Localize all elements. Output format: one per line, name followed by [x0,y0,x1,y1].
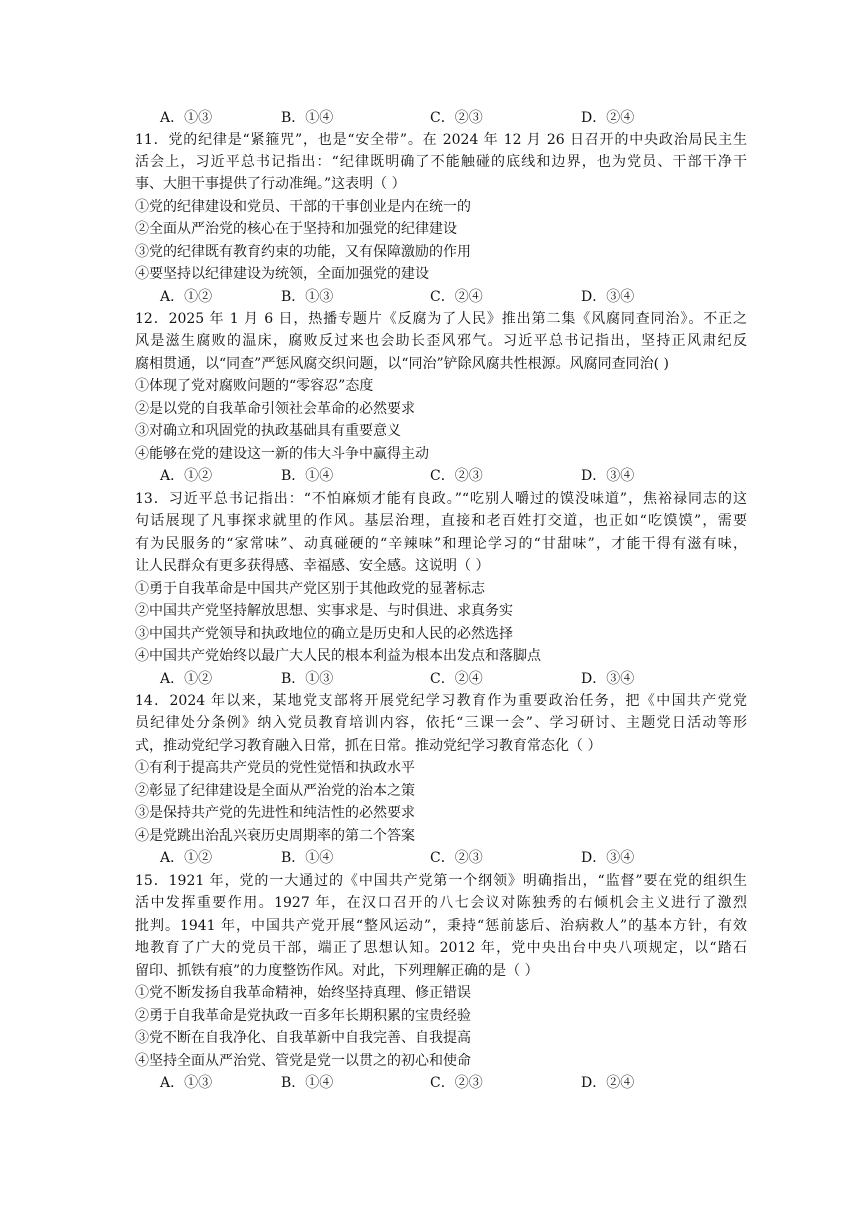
option-b: B．①③ [281,289,334,305]
text-line: 句话展现了凡事探求就里的作风。基层治理，直接和老百姓打交道，也正如“吃馍馍”，需要 [135,513,747,529]
text-line: ③中国共产党领导和执政地位的确立是历史和人民的必然选择 [135,626,513,642]
text-line: 批判。1941 年，中国共产党开展“整风运动”，秉持“惩前毖后、治病救人”的基本方针，有效 [135,918,747,934]
text-line: 活中发挥重要作用。1927 年，在汉口召开的八七会议对陈独秀的右倾机会主义进行了激烈 [135,895,747,911]
option-a: A．①② [160,289,213,305]
text-line: ②彰显了纪律建设是全面从严治党的治本之策 [135,783,415,799]
option-d: D．③④ [581,850,635,866]
option-d: D．②④ [581,1075,635,1091]
text-line: 员纪律处分条例》纳入党员教育培训内容，依托“三课一会”、学习研讨、主题党日活动等形 [135,715,747,731]
option-b: B．①④ [281,468,334,484]
answer-options [160,107,720,129]
option-c: C．②③ [430,1075,483,1091]
option-a: A．①② [160,468,213,484]
text-line: ③是保持共产党的先进性和纯洁性的必然要求 [135,805,415,821]
option-c: C．②④ [430,671,483,687]
option-c: C．②④ [430,289,483,305]
text-line: 事、大胆干事提供了行动准绳。”这表明（ ） [135,176,406,192]
text-line: 留印、抓铁有痕”的力度整饬作风。对此，下列理解正确的是（ ） [135,963,539,979]
option-c: C．②③ [430,850,483,866]
option-d: D．③④ [581,289,635,305]
text-line: 地教育了广大的党员干部，端正了思想认知。2012 年，党中央出台中央八项规定，以“踏石 [135,940,747,956]
option-d: D．③④ [581,468,635,484]
text-line: ①党的纪律建设和党员、干部的干事创业是内在统一的 [135,199,471,215]
text-line: 有为民服务的“家常味”、动真碰硬的“辛辣味”和理论学习的“甘甜味”，才能干得有滋有味， [135,536,747,552]
text-line: ①勇于自我革命是中国共产党区别于其他政党的显著标志 [135,581,485,597]
text-line: ③对确立和巩固党的执政基础具有重要意义 [135,423,401,439]
answer-options [160,286,720,308]
option-a: A．①③ [160,1075,213,1091]
option-a: A．①③ [160,110,213,126]
text-line: ①体现了党对腐败问题的“零容忍”态度 [135,378,374,394]
text-line: ③党不断在自我净化、自我革新中自我完善、自我提高 [135,1030,471,1046]
text-line: ①有利于提高共产党员的党性觉悟和执政水平 [135,760,415,776]
answer-options [160,847,720,869]
option-d: D．③④ [581,671,635,687]
text-line: ④要坚持以纪律建设为统领，全面加强党的建设 [135,266,429,282]
text-line: ②全面从严治党的核心在于坚持和加强党的纪律建设 [135,221,457,237]
answer-options [160,465,720,487]
option-a: A．①② [160,671,213,687]
answer-options [160,668,720,690]
text-line: ④是党跳出治乱兴衰历史周期率的第二个答案 [135,828,415,844]
text-line: ③党的纪律既有教育约束的功能，又有保障激励的作用 [135,244,471,260]
option-c: C．②③ [430,468,483,484]
text-line: 14．2024 年以来，某地党支部将开展党纪学习教育作为重要政治任务，把《中国共产党党 [135,693,747,709]
text-line: ④能够在党的建设这一新的伟大斗争中赢得主动 [135,446,429,462]
text-line: ②是以党的自我革命引领社会革命的必然要求 [135,401,415,417]
text-line: 12．2025 年 1 月 6 日，热播专题片《反腐为了人民》推出第二集《风腐同查同治》。不正之 [135,311,747,327]
text-line: ②勇于自我革命是党执政一百多年长期积累的宝贵经验 [135,1008,471,1024]
text-line: 式，推动党纪学习教育融入日常，抓在日常。推动党纪学习教育常态化（ ） [135,738,602,754]
option-b: B．①④ [281,850,334,866]
text-line: 11．党的纪律是“紧箍咒”，也是“安全带”。在 2024 年 12 月 26 日召开的中央政治局民主生 [135,132,747,148]
text-line: 让人民群众有更多获得感、幸福感、安全感。这说明（ ） [135,558,490,574]
text-line: 活会上，习近平总书记指出：“纪律既明确了不能触碰的底线和边界，也为党员、干部干净干 [135,154,747,170]
option-b: B．①③ [281,671,334,687]
option-d: D．②④ [581,110,635,126]
option-b: B．①④ [281,1075,334,1091]
answer-options [160,1072,720,1094]
text-line: 腐相贯通，以“同查”严惩风腐交织问题，以“同治”铲除风腐共性根源。风腐同查同治( ) [135,356,670,372]
option-a: A．①② [160,850,213,866]
text-line: ④坚持全面从严治党、管党是党一以贯之的初心和使命 [135,1053,471,1069]
text-line: 15．1921 年，党的一大通过的《中国共产党第一个纲领》明确指出，“监督”要在党的组织生 [135,873,747,889]
option-b: B．①④ [281,110,334,126]
text-line: ②中国共产党坚持解放思想、实事求是、与时俱进、求真务实 [135,603,513,619]
text-line: ①党不断发扬自我革命精神，始终坚持真理、修正错误 [135,985,471,1001]
text-line: 风是滋生腐败的温床，腐败反过来也会助长歪风邪气。习近平总书记指出，坚持正风肃纪反 [135,333,747,349]
text-line: ④中国共产党始终以最广大人民的根本利益为根本出发点和落脚点 [135,648,541,664]
option-c: C．②③ [430,110,483,126]
text-line: 13．习近平总书记指出：“不怕麻烦才能有良政。”“吃别人嚼过的馍没味道”，焦裕禄同志的这 [135,491,747,507]
